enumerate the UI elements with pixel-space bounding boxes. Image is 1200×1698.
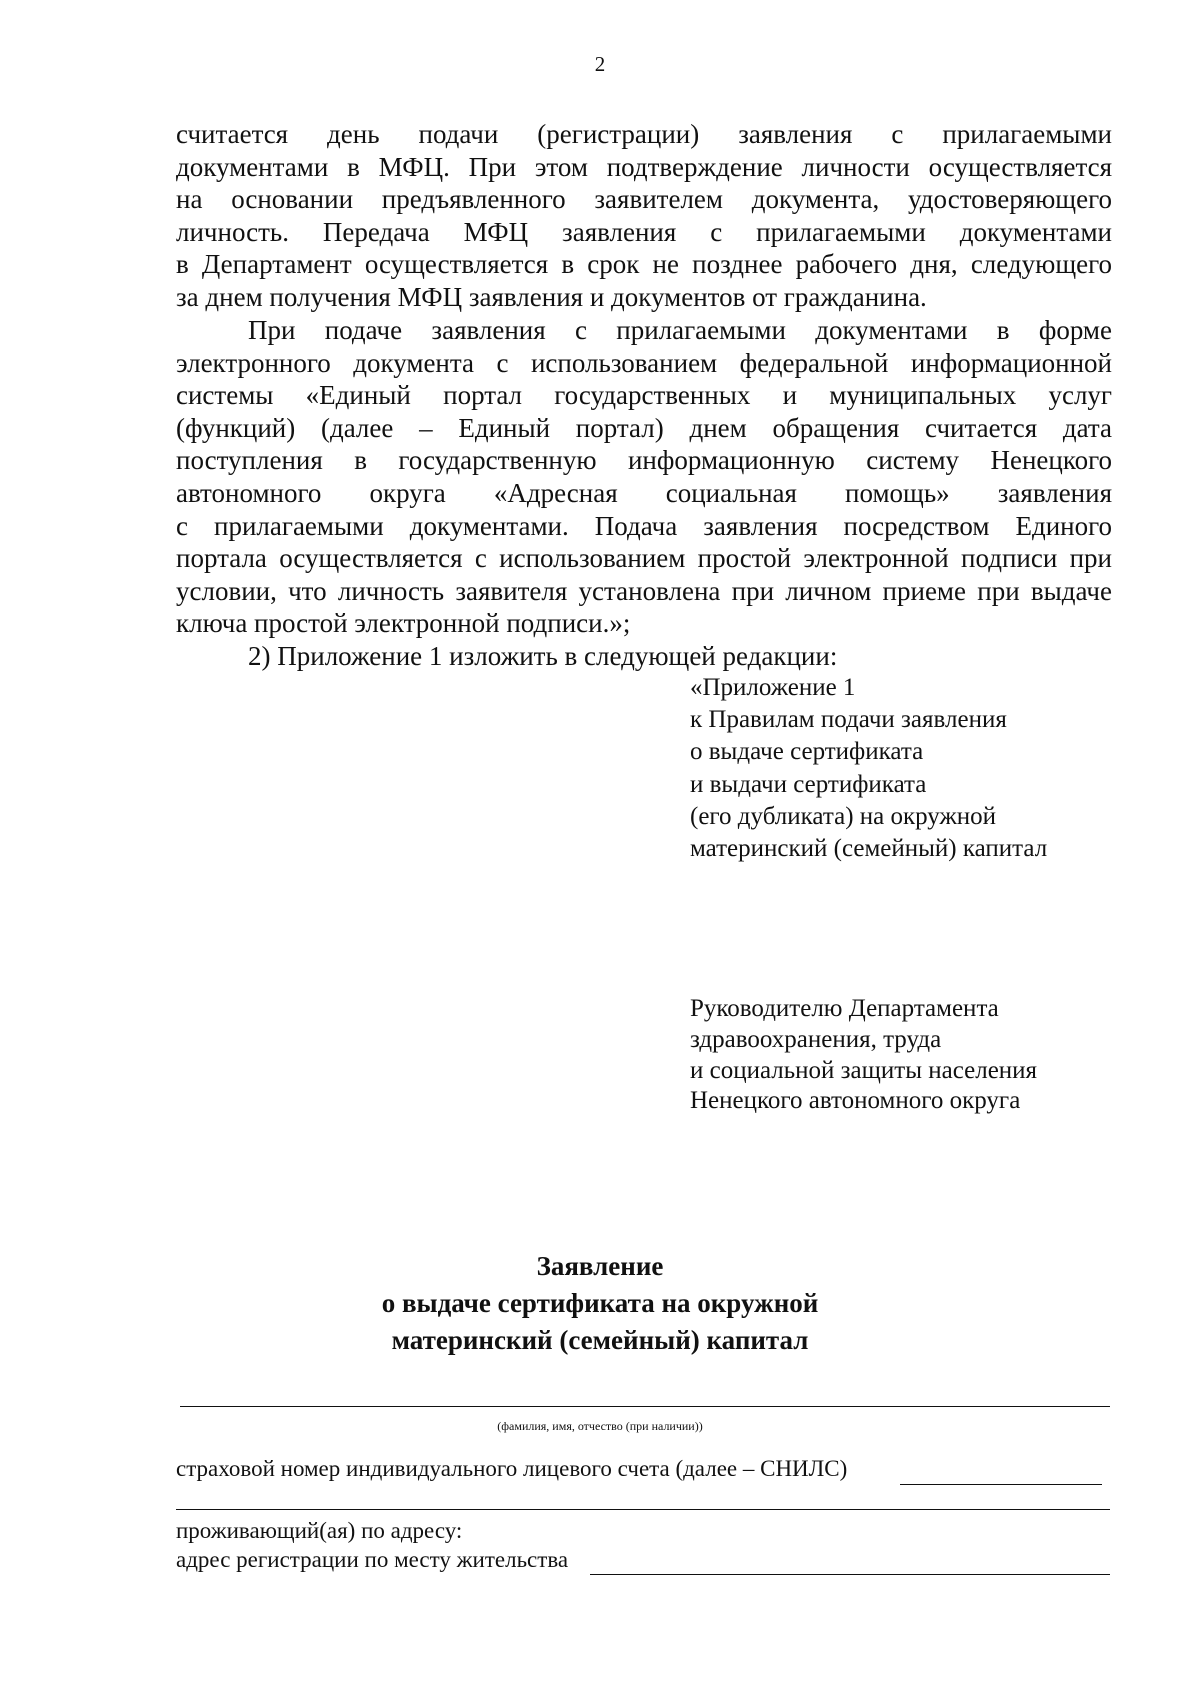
- paragraph-line: электронного документа с использованием федеральной информационной: [176, 347, 1112, 378]
- paragraph-line: документами в МФЦ. При этом подтверждение личности осуществляется: [176, 151, 1112, 182]
- registration-address-field-line[interactable]: [590, 1574, 1110, 1575]
- appendix-line: материнский (семейный) капитал: [690, 835, 1048, 863]
- form-title: [0, 1248, 1200, 1358]
- paragraph-line: условии, что личность заявителя установлена при личном приеме при выдаче: [176, 575, 1112, 606]
- name-field-line[interactable]: [180, 1406, 1110, 1407]
- residing-label: проживающий(ая) по адресу:: [176, 1518, 463, 1543]
- paragraph-line: портала осуществляется с использованием простой электронной подписи при: [176, 543, 1112, 574]
- form-title-line: Заявление: [536, 1251, 664, 1281]
- appendix-header: [690, 672, 1047, 865]
- paragraph-mfc-submission: [176, 118, 1112, 314]
- paragraph-line: ключа простой электронной подписи.»;: [176, 608, 631, 639]
- paragraph-line: При подаче заявления с прилагаемыми документами в форме: [248, 315, 1112, 345]
- addressee-block: [690, 994, 1037, 1117]
- paragraph-line: личность. Передача МФЦ заявления с прилагаемыми документами: [176, 216, 1112, 247]
- paragraph-line: (функций) (далее – Единый портал) днем обращения считается дата: [176, 412, 1112, 443]
- appendix-line: и выдачи сертификата: [690, 770, 927, 798]
- paragraph-line: системы «Единый портал государственных и муниципальных услуг: [176, 380, 1112, 411]
- snils-field-line[interactable]: [900, 1484, 1102, 1485]
- form-title-line: о выдаче сертификата на окружной: [381, 1287, 819, 1318]
- paragraph-line: считается день подачи (регистрации) заявления с прилагаемыми: [176, 119, 1112, 149]
- addressee-line: Ненецкого автономного округа: [690, 1087, 1021, 1115]
- addressee-line: Руководителю Департамента: [690, 995, 999, 1022]
- addressee-line: и социальной защиты населения: [690, 1056, 1038, 1084]
- addressee-line: здравоохранения, труда: [690, 1025, 942, 1053]
- appendix-line: (его дубликата) на окружной: [690, 802, 997, 830]
- snils-continuation-line[interactable]: [176, 1509, 1110, 1510]
- appendix-line: о выдаче сертификата: [690, 738, 924, 766]
- form-title-line: материнский (семейный) капитал: [391, 1324, 809, 1355]
- appendix-line: к Правилам подачи заявления: [690, 706, 1007, 734]
- appendix-line: «Приложение 1: [690, 674, 856, 701]
- registration-address-label: адрес регистрации по месту жительства: [176, 1547, 569, 1572]
- paragraph-line: автономного округа «Адресная социальная помощь» заявления: [176, 477, 1112, 508]
- paragraph-line: поступления в государственную информационную систему Ненецкого: [176, 445, 1112, 476]
- name-field-caption: (фамилия, имя, отчество (при наличии)): [497, 1419, 703, 1433]
- paragraph-line: в Департамент осуществляется в срок не позднее рабочего дня, следующего: [176, 249, 1112, 280]
- paragraph-electronic-submission: [176, 314, 1112, 640]
- page-number: 2: [594, 52, 606, 76]
- amendment-item-2: 2) Приложение 1 изложить в следующей редакции:: [248, 641, 838, 671]
- paragraph-line: на основании предъявленного заявителем документа, удостоверяющего: [176, 184, 1112, 215]
- paragraph-line: с прилагаемыми документами. Подача заявления посредством Единого: [176, 510, 1112, 541]
- paragraph-line: за днем получения МФЦ заявления и документов от гражданина.: [176, 281, 927, 312]
- snils-label: страховой номер индивидуального лицевого счета (далее – СНИЛС): [176, 1456, 848, 1481]
